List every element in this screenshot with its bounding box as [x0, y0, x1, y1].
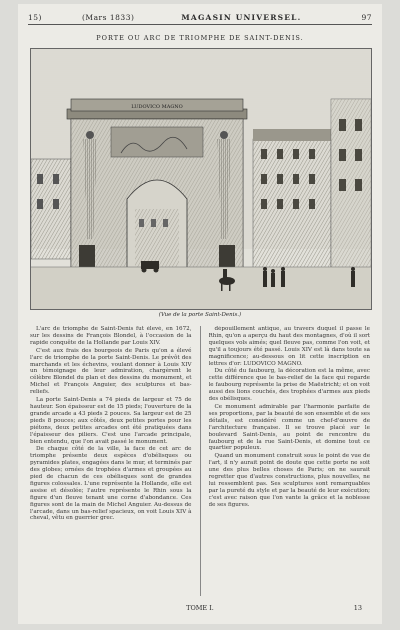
- arch-structure: [67, 99, 247, 269]
- column-rule: [200, 326, 201, 596]
- paragraph: De chaque côté de la ville, la face de cet arc de triomphe présente deux espèces d'obélisques ou pyramides plates, engagées dans le mur, et terminés par des globes; ornées de trophées d'armes et groupées au pied de chacun de ces obélisques sont de grandes figures colossales. L'une représente la Hollande, elle est assise et désolée; l'autre représente le Rhin sous la figure d'un fleuve tenant une corne d'abondance. Ces figures sont de la main de Michel Anguier. Au-dessus de l'arcade, dans un bas-relief spacieux, on voit Louis XIV à cheval, vêtu en guerrier grec.: [30, 446, 192, 522]
- paragraph: C'est aux frais des bourgeois de Paris qu'on a élevé l'arc de triomphe de la porte Saint-Denis. Le prévôt des marchands et les échevins, voulant donner à Louis XIV un témoignage de leur admiration, chargèrent le célèbre Blondel du plan et des dessins du monument, et Michel et François Anguier, des sculptures et bas-reliefs.: [30, 347, 192, 396]
- paragraph: La porte Saint-Denis a 74 pieds de largeur et 75 de hauteur. Son épaisseur est de 15 pieds; l'ouverture de la grande arcade a 43 pieds 2 pouces. Sa largeur est de 25 pieds 8 pouces; aux côtés, deux petites portes pour les piétons, deux petites arcades ont été pratiquées dans l'épaisseur des piliers. C'est une l'arcade principale, bien entendu, que l'on avait passé le monument.: [30, 397, 192, 445]
- page-ref: 15): [28, 12, 42, 22]
- issue-date: (Mars 1833): [81, 12, 135, 22]
- page-number: 97: [361, 12, 372, 22]
- paragraph: L'arc de triomphe de Saint-Denis fut élevé, en 1672, sur les dessins de François Blondel, à l'occasion de la rapide conquête de la Hollande par Louis XIV.: [30, 326, 192, 346]
- engraving-illustration: [31, 49, 371, 309]
- page-footer: [38, 604, 362, 614]
- magazine-title: MAGASIN UNIVERSEL.: [181, 12, 302, 22]
- paragraph: Quand un monument construit sous le point de vue de l'art, il n'y aurait point de doute que cette porte ne soit une des plus belles choses de Paris; on ne saurait regretter que d'autres constructions, plus nouvelles, ne lui ressemblent pas. Ses sculptures sont remarquables par la pureté du style et par la beauté de leur exécution; c'est avec raison que l'on vante la grâce et la noblesse de ses figures.: [208, 453, 370, 508]
- engraving-porte-saint-denis: [30, 48, 372, 310]
- paragraph: Du côté du faubourg, la décoration est la même, avec cette différence que le bas-relief de la face qui regarde le faubourg représente la prise de Maëstricht; et on voit aussi des lions couchés, des trophées d'armes aux pieds des obélisques.: [208, 368, 370, 403]
- article-columns: [30, 326, 370, 596]
- running-head: [28, 10, 372, 25]
- magazine-page: [18, 4, 382, 624]
- signature-mark: 13: [353, 604, 362, 612]
- article-column-right: [209, 326, 371, 596]
- arch-inscription: LUDOVICO MAGNO: [131, 104, 183, 110]
- paragraph: Ce monument admirable par l'harmonie parfaite de ses proportions, par la beauté de son ensemble et de ses détails, est considéré comme un chef-d'œuvre de l'architecture française. Il se trouve placé sur le boulevard Saint-Denis, au point de rencontre du faubourg et de la rue Saint-Denis, et domine tout ce quartier populeux.: [208, 403, 370, 452]
- article-column-left: [30, 326, 192, 596]
- engraving-caption: (Vue de la porte Saint-Denis.): [158, 312, 242, 318]
- paragraph: dépouillement antique, au travers duquel il passe le Rhin, qu'on a aperçu du haut des montagnes, d'où il sort quelques vols aimés; quel fleuve pas, comme l'on voit, et qu'il a toujours été passé. Louis XIV est là dans toute sa magnificence; au-dessous on lit cette inscription en lettres d'or: LUDOVICO MAGNO.: [208, 326, 370, 367]
- volume-label: TOME I.: [186, 604, 214, 612]
- plate-title: PORTE OU ARC DE TRIOMPHE DE SAINT-DENIS.: [96, 34, 304, 42]
